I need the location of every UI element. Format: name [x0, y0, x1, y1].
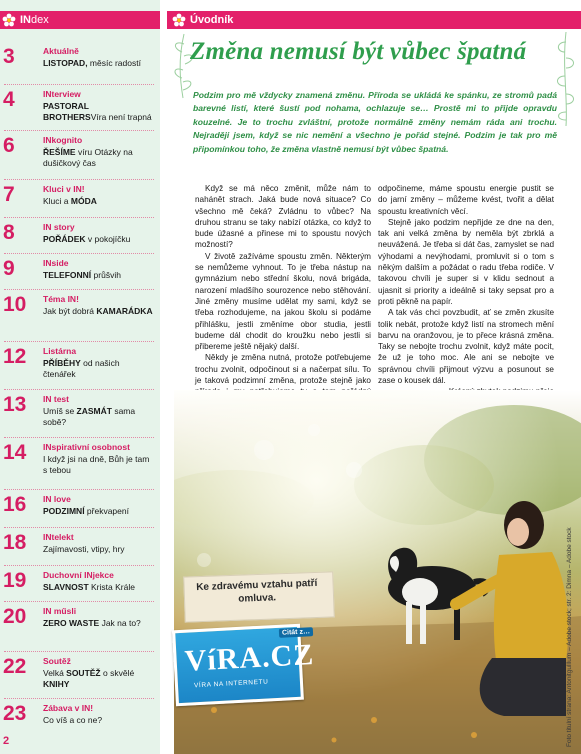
- index-title-text: od našich čtenářek: [43, 358, 120, 379]
- index-title-text: Krista Krále: [88, 582, 135, 592]
- index-title-highlight: POŘÁDEK: [43, 234, 86, 244]
- index-category: INtelekt: [43, 532, 74, 542]
- article-paragraph: odpočineme, máme spoustu energie pustit se do jarní změny – můžeme kvést, tvořit a dělat spoustu kreativních věcí.: [378, 184, 554, 216]
- index-title-text: Zajímavosti, vtipy, hry: [43, 544, 125, 554]
- index-title-text: Víra není trapná: [90, 112, 152, 122]
- article-paragraph: V životě zažíváme spoustu změn. Některým se nemůžeme vyhnout. To je třeba nástup na gymnázium nebo střední školu, nová brigáda, narození mladšího sourozence nebo stěhování. Jiné změny musíme udělat my sami, když se třeba rozhodujeme, na jakou školu si podáme přihlášku, jestli změníme obor studia, jestli budeme dál chodit do kroužku nebo jestli si přibereme ještě nějaký další.: [195, 251, 371, 352]
- index-title-highlight: LISTOPAD,: [43, 58, 88, 68]
- index-title: [43, 147, 153, 169]
- index-divider: [4, 289, 154, 290]
- index-category: IN test: [43, 394, 69, 404]
- vira-tagline: VÍRA NA INTERNETU: [193, 678, 269, 690]
- index-divider: [4, 217, 154, 218]
- index-title-highlight: PODZIMNÍ: [43, 506, 85, 516]
- index-page-number: 13: [3, 393, 27, 416]
- index-title-highlight: TELEFONNÍ: [43, 270, 92, 280]
- index-divider: [4, 565, 154, 566]
- index-title-text: Co víš a co ne?: [43, 715, 103, 725]
- index-title-highlight: ZASMÁT: [76, 406, 112, 416]
- index-page-number: 9: [3, 257, 15, 280]
- index-divider: [4, 651, 154, 652]
- page-number: 2: [3, 735, 10, 747]
- index-title-text: Jak na to?: [99, 618, 141, 628]
- index-title-text: o skvělé: [100, 668, 135, 678]
- index-divider: [4, 601, 154, 602]
- index-title: [43, 454, 153, 476]
- index-page-number: 10: [3, 293, 27, 316]
- index-title-text: překvapení: [84, 506, 129, 516]
- article-column-2: [378, 183, 554, 409]
- article-paragraph: Když se má něco změnit, může nám to nahánět strach. Jaká bude nová situace? Co všechno mě čeká? Zvládnu to vůbec? Na druhou stranu se taky nabízí otázka, co když to bude úžasné a přinese mi to spoustu nových možností?: [195, 184, 371, 250]
- index-divider: [4, 389, 154, 390]
- index-category: Listárna: [43, 346, 77, 356]
- article-paragraph: A tak vás chci povzbudit, ať se změn zkusíte tolik nebát, protože když listí na stromech mění barvu na oranžovou, je to přece krásná změna. Taky se nebojte trochu zvolnit, když máte pocit, že už je toho moc. Ale ani se nebojte ve správnou chvíli přijmout výzvu a posunout se zase o kousek dál.: [378, 308, 554, 386]
- index-category: Soutěž: [43, 656, 71, 666]
- index-header: [0, 11, 160, 29]
- index-title: [43, 306, 153, 317]
- index-title: [43, 715, 153, 726]
- article-paragraph: Stejně jako podzim nepřijde ze dne na den, tak ani velká změna by neměla být zbrklá a neuvážená. Je třeba si dát čas, zamyslet se nad výhodami a nevýhodami, promluvit si o tom s někým dalším a požádat o radu třeba rodiče. V takovou chvíli je super si v klidu sednout a ujasnit si priority a ideálně si taky sepsat pro a proti pěkně na papír.: [378, 217, 554, 306]
- index-divider: [4, 437, 154, 438]
- index-page-number: 16: [3, 493, 27, 516]
- index-title: [43, 506, 153, 517]
- index-category: Téma IN!: [43, 294, 79, 304]
- photo-credit: Foto titulní strana: Antonitgulllum – Adobe stock; str. 2: Dimna – Adobe stock: [566, 527, 573, 747]
- index-title-text: měsíc radostí: [87, 58, 141, 68]
- index-page-number: 18: [3, 531, 27, 554]
- index-category: Aktuálně: [43, 46, 79, 56]
- index-title-highlight: ZERO WASTE: [43, 618, 100, 628]
- index-title-text: sama sobě?: [43, 406, 136, 427]
- index-category: INterview: [43, 89, 81, 99]
- flower-icon: [2, 13, 16, 27]
- index-title-highlight: KAMARÁDKA: [96, 306, 153, 316]
- index-category: INkognito: [43, 135, 83, 145]
- index-divider: [4, 130, 154, 131]
- index-page-number: 12: [3, 345, 27, 368]
- index-title: [43, 582, 153, 593]
- index-title: [43, 196, 153, 207]
- index-title-text: I když jsi na dně, Bůh je tam s tebou: [43, 454, 150, 475]
- index-page-number: 6: [3, 134, 15, 157]
- article-paragraph: Někdy je změna nutná, protože potřebujeme trochu zvolnit, odpočinout si a načerpat sílu. To je taková podzimní změna, protože stejně jako: [195, 353, 371, 386]
- index-title: [43, 270, 153, 281]
- index-divider: [4, 341, 154, 342]
- index-page-number: 4: [3, 88, 15, 111]
- index-category: IN story: [43, 222, 75, 232]
- index-page-number: 22: [3, 655, 27, 678]
- index-title-highlight: MÓDA: [70, 196, 97, 206]
- index-title-text: v pokojíčku: [85, 234, 131, 244]
- index-page-number: 7: [3, 183, 15, 206]
- index-title: [43, 544, 153, 555]
- index-title-text: Jak být dobrá: [43, 306, 97, 316]
- index-title-highlight: PŘÍBĚHY: [43, 358, 81, 368]
- index-page-number: 19: [3, 569, 27, 592]
- index-title: [43, 668, 153, 690]
- index-title-text: Kluci a: [43, 196, 71, 206]
- index-divider: [4, 84, 154, 85]
- index-title: [43, 58, 153, 69]
- index-divider: [4, 179, 154, 180]
- index-page-number: 14: [3, 441, 27, 464]
- index-page-number: 20: [3, 605, 27, 628]
- quote-source-badge: Citát z…: [279, 627, 313, 638]
- index-page-number: 3: [3, 45, 15, 68]
- article-column-1: [195, 183, 371, 409]
- index-category: INside: [43, 258, 69, 268]
- index-category: INspirativní osobnost: [43, 442, 130, 452]
- index-title-highlight: SLAVNOST: [43, 582, 89, 592]
- index-divider: [4, 698, 154, 699]
- index-title-text: Umíš se: [43, 406, 77, 416]
- index-title-highlight: KNIHY: [43, 679, 70, 689]
- section-label: Úvodník: [190, 14, 234, 26]
- lead-paragraph: Podzim pro mě vždycky znamená změnu. Příroda se ukládá ke spánku, ze stromů padá barevné listí, které šustí pod nohama, ochlazuje se… Prostě mi to přijde opravdu kouzelné. Je to trochu zvláštní, protože normálně změny nemám ráda ani trochu. Nejraději jsem, když se nic nemění a všechno je pořád stejné. Podzim je tak pro mě připomínkou toho, že změna vlastně nemusí být vůbec špatná.: [193, 90, 557, 154]
- index-title: [43, 406, 153, 428]
- index-category: Zábava v IN!: [43, 703, 94, 713]
- index-sidebar: [0, 0, 160, 754]
- vira-logo: VíRA.CZ: [183, 638, 315, 678]
- quote-promo: [184, 574, 334, 724]
- index-title: [43, 101, 153, 123]
- index-title: [43, 358, 153, 380]
- index-category: Kluci v IN!: [43, 184, 85, 194]
- index-divider: [4, 253, 154, 254]
- index-title: [43, 234, 153, 245]
- index-divider: [4, 489, 154, 490]
- index-page-number: 23: [3, 702, 27, 725]
- index-title-text: průšvih: [91, 270, 121, 280]
- index-title: [43, 618, 153, 629]
- index-page-number: 8: [3, 221, 15, 244]
- page-title: Změna nemusí být vůbec špatná: [190, 38, 527, 65]
- index-title-highlight: PASTORAL BROTHERS: [43, 101, 91, 122]
- index-title-text: víru Otázky na dušičkový čas: [43, 147, 133, 168]
- index-header-label: INdex: [20, 14, 49, 26]
- index-category: IN love: [43, 494, 71, 504]
- section-header: [167, 11, 581, 29]
- index-category: Duchovní INjekce: [43, 570, 114, 580]
- index-category: IN műsli: [43, 606, 77, 616]
- index-divider: [4, 527, 154, 528]
- index-title-highlight: ŘEŠÍME: [43, 147, 76, 157]
- index-title-highlight: SOUTĚŽ: [66, 668, 101, 678]
- index-title-text: Velká: [43, 668, 67, 678]
- flower-icon: [172, 13, 186, 27]
- quote-text: Ke zdravému vztahu patří omluva.: [196, 577, 318, 605]
